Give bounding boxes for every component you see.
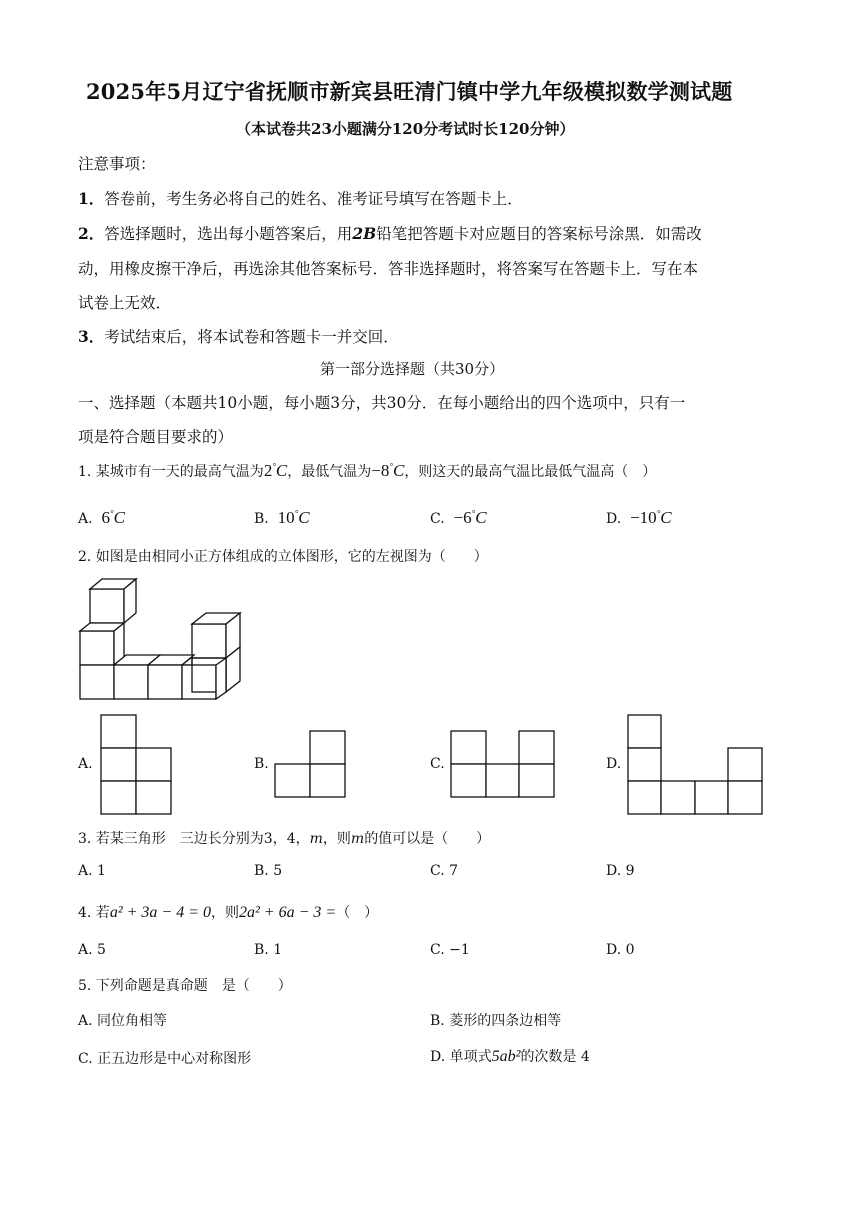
notice-text-2-line2: 动，用橡皮擦干净后，再选涂其他答案标号．答非选择题时，将答案写在答题卡上．写在本: [78, 260, 699, 278]
q2-option-d-figure: [627, 714, 767, 816]
view-square: [136, 781, 171, 814]
view-square: [310, 731, 345, 764]
q4-option-b[interactable]: B. 1: [254, 942, 283, 958]
notice-text-2a: 答选择题时，选出每小题答案后，用: [104, 225, 353, 243]
notice-num-3: 3．: [78, 327, 105, 346]
question-2: 2. 如图是由相同小正方体组成的立体图形，它的左视图为（ ）: [78, 549, 488, 565]
q1-option-d-unit: C: [660, 508, 672, 527]
q1-option-b-unit: C: [298, 508, 310, 527]
q1-deg-2: °: [389, 461, 393, 472]
view-square: [519, 764, 554, 797]
q5-option-c[interactable]: C. 正五边形是中心对称图形: [78, 1051, 252, 1067]
q2-option-c[interactable]: C.: [430, 756, 445, 772]
q1-option-b-label: B.: [254, 511, 269, 527]
q5-option-d[interactable]: [430, 1046, 590, 1066]
notice-item-1: [78, 187, 523, 209]
q1-text-c: ，则这天的最高气温比最低气温高（ ）: [404, 464, 657, 480]
q1-unit-1: C: [275, 461, 288, 480]
page-subtitle: （本试卷共23小题满分120分考试时长120分钟）: [236, 120, 575, 138]
notice-pencil: 2B: [352, 224, 377, 243]
view-square: [486, 764, 519, 797]
q1-text-b: ，最低气温为: [287, 464, 372, 480]
page-title: 2025年5月辽宁省抚顺市新宾县旺清门镇中学九年级模拟数学测试题: [86, 79, 733, 104]
q1-option-a-deg: °: [109, 508, 114, 519]
q2-option-a[interactable]: A.: [78, 756, 93, 772]
q4-equation-2: 2a² + 6a − 3 =: [239, 904, 337, 921]
cube-front-face: [80, 631, 114, 665]
q4-option-d[interactable]: D. 0: [606, 942, 635, 958]
view-square: [695, 781, 728, 814]
q1-option-d-value: −10: [630, 508, 657, 527]
view-square: [136, 748, 171, 781]
q3-text-a: 3. 若某三角形 三边长分别为3，4，: [78, 831, 310, 847]
q1-option-c-label: C.: [430, 511, 445, 527]
notice-item-2: [78, 222, 702, 244]
q5-option-a[interactable]: A. 同位角相等: [78, 1013, 168, 1029]
q1-option-b-value: 10: [277, 508, 295, 527]
q1-option-a-label: A.: [78, 511, 93, 527]
q4-option-a[interactable]: A. 5: [78, 942, 106, 958]
q2-option-c-figure: [450, 730, 556, 800]
q1-option-a-value: 6: [101, 508, 110, 527]
view-square: [101, 715, 136, 748]
section1-line2: 项是符合题目要求的）: [78, 428, 234, 446]
q2-option-b[interactable]: B.: [254, 756, 269, 772]
question-5: 5. 下列命题是真命题 是（ ）: [78, 978, 292, 994]
q1-option-b[interactable]: [254, 508, 310, 528]
q3-text-b: ，则: [322, 831, 351, 847]
q1-option-a[interactable]: [78, 508, 125, 528]
notice-heading: 注意事项：: [78, 155, 156, 173]
q5-option-d-tail: 的次数是 4: [520, 1049, 590, 1065]
q1-text-a: 1. 某城市有一天的最高气温为: [78, 464, 264, 480]
cube-solid-figure: [78, 577, 248, 707]
q2-option-b-figure: [274, 730, 346, 800]
view-square: [628, 748, 661, 781]
view-square: [728, 748, 762, 781]
q1-high: 2: [263, 461, 273, 480]
cube-front-face: [114, 665, 148, 699]
view-square: [101, 748, 136, 781]
q3-option-d[interactable]: D. 9: [606, 863, 635, 879]
notice-num-1: 1．: [78, 189, 105, 208]
q2-option-d[interactable]: D.: [606, 756, 622, 772]
notice-item-3: [78, 325, 399, 347]
q1-option-c-deg: °: [471, 508, 476, 519]
part1-heading: 第一部分选择题（共30分）: [320, 360, 505, 378]
q1-option-d-deg: °: [656, 508, 661, 519]
question-1: [78, 461, 656, 481]
view-square: [310, 764, 345, 797]
view-square: [628, 715, 661, 748]
q1-option-c-value: −6: [453, 508, 472, 527]
q1-option-c-unit: C: [475, 508, 487, 527]
view-square: [451, 764, 486, 797]
q5-option-d-label: D. 单项式: [430, 1049, 492, 1065]
q1-unit-2: C: [392, 461, 405, 480]
q4-option-c[interactable]: C. −1: [430, 942, 470, 958]
q4-text-c: （ ）: [336, 905, 379, 921]
q3-option-a[interactable]: A. 1: [78, 863, 106, 879]
view-square: [275, 764, 310, 797]
q1-option-d[interactable]: [606, 508, 672, 528]
q1-option-a-unit: C: [113, 508, 125, 527]
q1-option-b-deg: °: [294, 508, 299, 519]
notice-num-2: 2．: [78, 224, 105, 243]
q3-var-m: m: [309, 831, 323, 847]
q1-option-c[interactable]: [430, 508, 487, 528]
q3-var-m-2: m: [350, 831, 365, 847]
view-square: [101, 781, 136, 814]
q3-option-c[interactable]: C. 7: [430, 863, 459, 879]
q2-option-a-figure: [100, 714, 172, 816]
q1-option-d-label: D.: [606, 511, 622, 527]
notice-text-1: 答卷前，考生务必将自己的姓名、准考证号填写在答题卡上．: [104, 190, 523, 208]
cube-side-face: [216, 658, 226, 699]
q1-low: −8: [371, 461, 390, 480]
q1-deg-1: °: [272, 461, 276, 472]
question-4: [78, 902, 378, 922]
notice-text-2c: 铅笔把答题卡对应题目的答案标号涂黑．如需改: [376, 225, 702, 243]
view-square: [451, 731, 486, 764]
notice-text-2-line3: 试卷上无效．: [78, 294, 172, 312]
view-square: [628, 781, 661, 814]
cube-front-face: [148, 665, 182, 699]
question-3: [78, 828, 490, 848]
view-square: [519, 731, 554, 764]
cube-front-face: [182, 665, 216, 699]
view-square: [728, 781, 762, 814]
section1-line1: 一、选择题（本题共10小题，每小题3分，共30分．在每小题给出的四个选项中，只有一: [78, 394, 686, 412]
q4-equation-1: a² + 3a − 4 = 0: [109, 904, 211, 921]
q4-text-b: ，则: [211, 905, 239, 921]
cube-front-face: [90, 589, 124, 623]
q4-text-a: 4. 若: [78, 905, 110, 921]
cube-front-face: [80, 665, 114, 699]
view-square: [661, 781, 695, 814]
q3-text-c: 的值可以是（ ）: [364, 831, 491, 847]
notice-text-3: 考试结束后，将本试卷和答题卡一并交回．: [104, 328, 399, 346]
cube-front-face: [192, 624, 226, 658]
q5-option-d-expr: 5ab²: [491, 1048, 521, 1065]
q3-option-b[interactable]: B. 5: [254, 863, 283, 879]
q5-option-b[interactable]: B. 菱形的四条边相等: [430, 1013, 562, 1029]
